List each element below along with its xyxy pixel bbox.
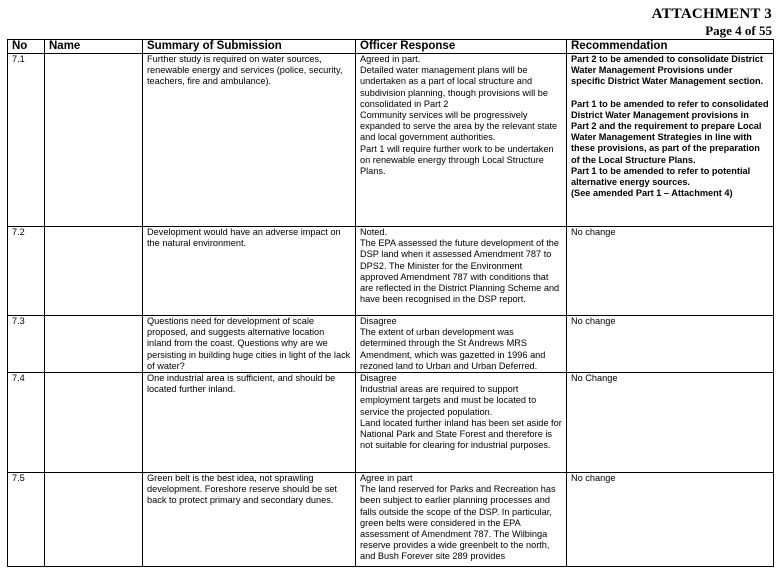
response-line: Agree in part [360,473,413,484]
cell-response [356,373,567,473]
recommendation-line: (See amended Part 1 – Attachment 4) [571,188,733,199]
column-header-response: Officer Response [356,40,567,54]
recommendation-line: No change [571,473,616,484]
cell-no: 7.5 [8,473,45,567]
recommendation-line: Part 1 to be amended to refer to consolidated District Water Management provisions in Part 2 and the requirement to prepare Local Water Management Strategies in line with these provisions, as part of the preparation of the Local Structure Plans. [571,98,769,165]
cell-summary: Development would have an adverse impact on the natural environment. [143,227,356,316]
cell-no: 7.4 [8,373,45,473]
cell-summary: Further study is required on water sources, renewable energy and services (police, security, teachers, fire and ambulance). [143,54,356,227]
cell-name [45,227,143,316]
table-row [8,227,774,316]
attachment-heading: ATTACHMENT 3 [651,6,772,22]
cell-recommendation [567,373,774,473]
cell-recommendation [567,54,774,227]
response-line: Noted. [360,227,388,237]
cell-no: 7.2 [8,227,45,316]
response-line: Detailed water management plans will be undertaken as a part of local structure and subdivision planning, though provisions will be consolidated in Part 2 [360,65,548,109]
cell-summary: One industrial area is sufficient, and should be located further inland. [143,373,356,473]
cell-no: 7.3 [8,316,45,373]
recommendation-line: Part 2 to be amended to consolidate District Water Management Provisions under specific District Water Management section. [571,54,764,87]
recommendation-line: Part 1 to be amended to refer to potential alternative energy sources. [571,165,751,188]
cell-name [45,54,143,227]
cell-response [356,316,567,373]
cell-response [356,473,567,567]
cell-recommendation [567,316,774,373]
cell-summary: Questions need for development of scale proposed, and suggests alternative location inland from the coast. Questions why are we persisting in building huge cities in light of the lack of water? [143,316,356,373]
response-line: The EPA assessed the future development of the DSP land when it assessed Amendment 787 to DPS2. The Minister for the Environment approved Amendment 787 with conditions that are reflected in the District Planning Scheme and have been recognised in the DSP report. [360,238,560,305]
cell-no: 7.1 [8,54,45,227]
cell-name [45,473,143,567]
response-line: The extent of urban development was determined through the St Andrews MRS Amendment, which was gazetted in 1996 and rezoned land to Urban and Urban Deferred. [360,327,546,371]
table-row [8,373,774,473]
response-line: Agreed in part. [360,54,421,64]
response-line: Community services will be progressively expanded to serve the area by the relevant state and local government authorities. [360,110,558,143]
cell-summary: Green belt is the best idea, not sprawling development. Foreshore reserve should be set back to protect primary and secondary dunes. [143,473,356,567]
recommendation-line: No change [571,227,616,237]
column-header-summary: Summary of Submission [143,40,356,54]
recommendation-line: No Change [571,373,618,384]
column-header-recommendation: Recommendation [567,40,774,54]
column-header-name: Name [45,40,143,54]
response-line: Disagree [360,316,397,326]
response-line: Land located further inland has been set aside for National Park and State Forest and therefore is not suitable for clearing for industrial purposes. [360,417,562,451]
cell-recommendation [567,227,774,316]
table-row [8,316,774,373]
page-number: Page 4 of 55 [705,23,772,38]
recommendation-spacer [571,88,769,99]
table-row [8,54,774,227]
cell-name [45,316,143,373]
cell-response [356,54,567,227]
recommendation-line: No change [571,316,616,326]
column-header-no: No [8,40,45,54]
response-line: The land reserved for Parks and Recreation has been subject to earlier planning processes and falls outside the scope of the DSP. In particular, green belts were considered in the EPA assessment of Amendment 787. The Wilbinga reserve provides a wide greenbelt to the north, and Bush Forever site 289 provides [360,484,556,562]
response-line: Disagree [360,373,397,384]
response-line: Industrial areas are required to support employment targets and must be located to service the projected population. [360,384,537,417]
cell-recommendation [567,473,774,567]
response-line: Part 1 will require further work to be undertaken on renewable energy through Local Structure Plans. [360,143,554,177]
cell-name [45,373,143,473]
table-row [8,473,774,567]
table-header-row [8,40,774,54]
cell-response [356,227,567,316]
submissions-table [7,39,774,567]
